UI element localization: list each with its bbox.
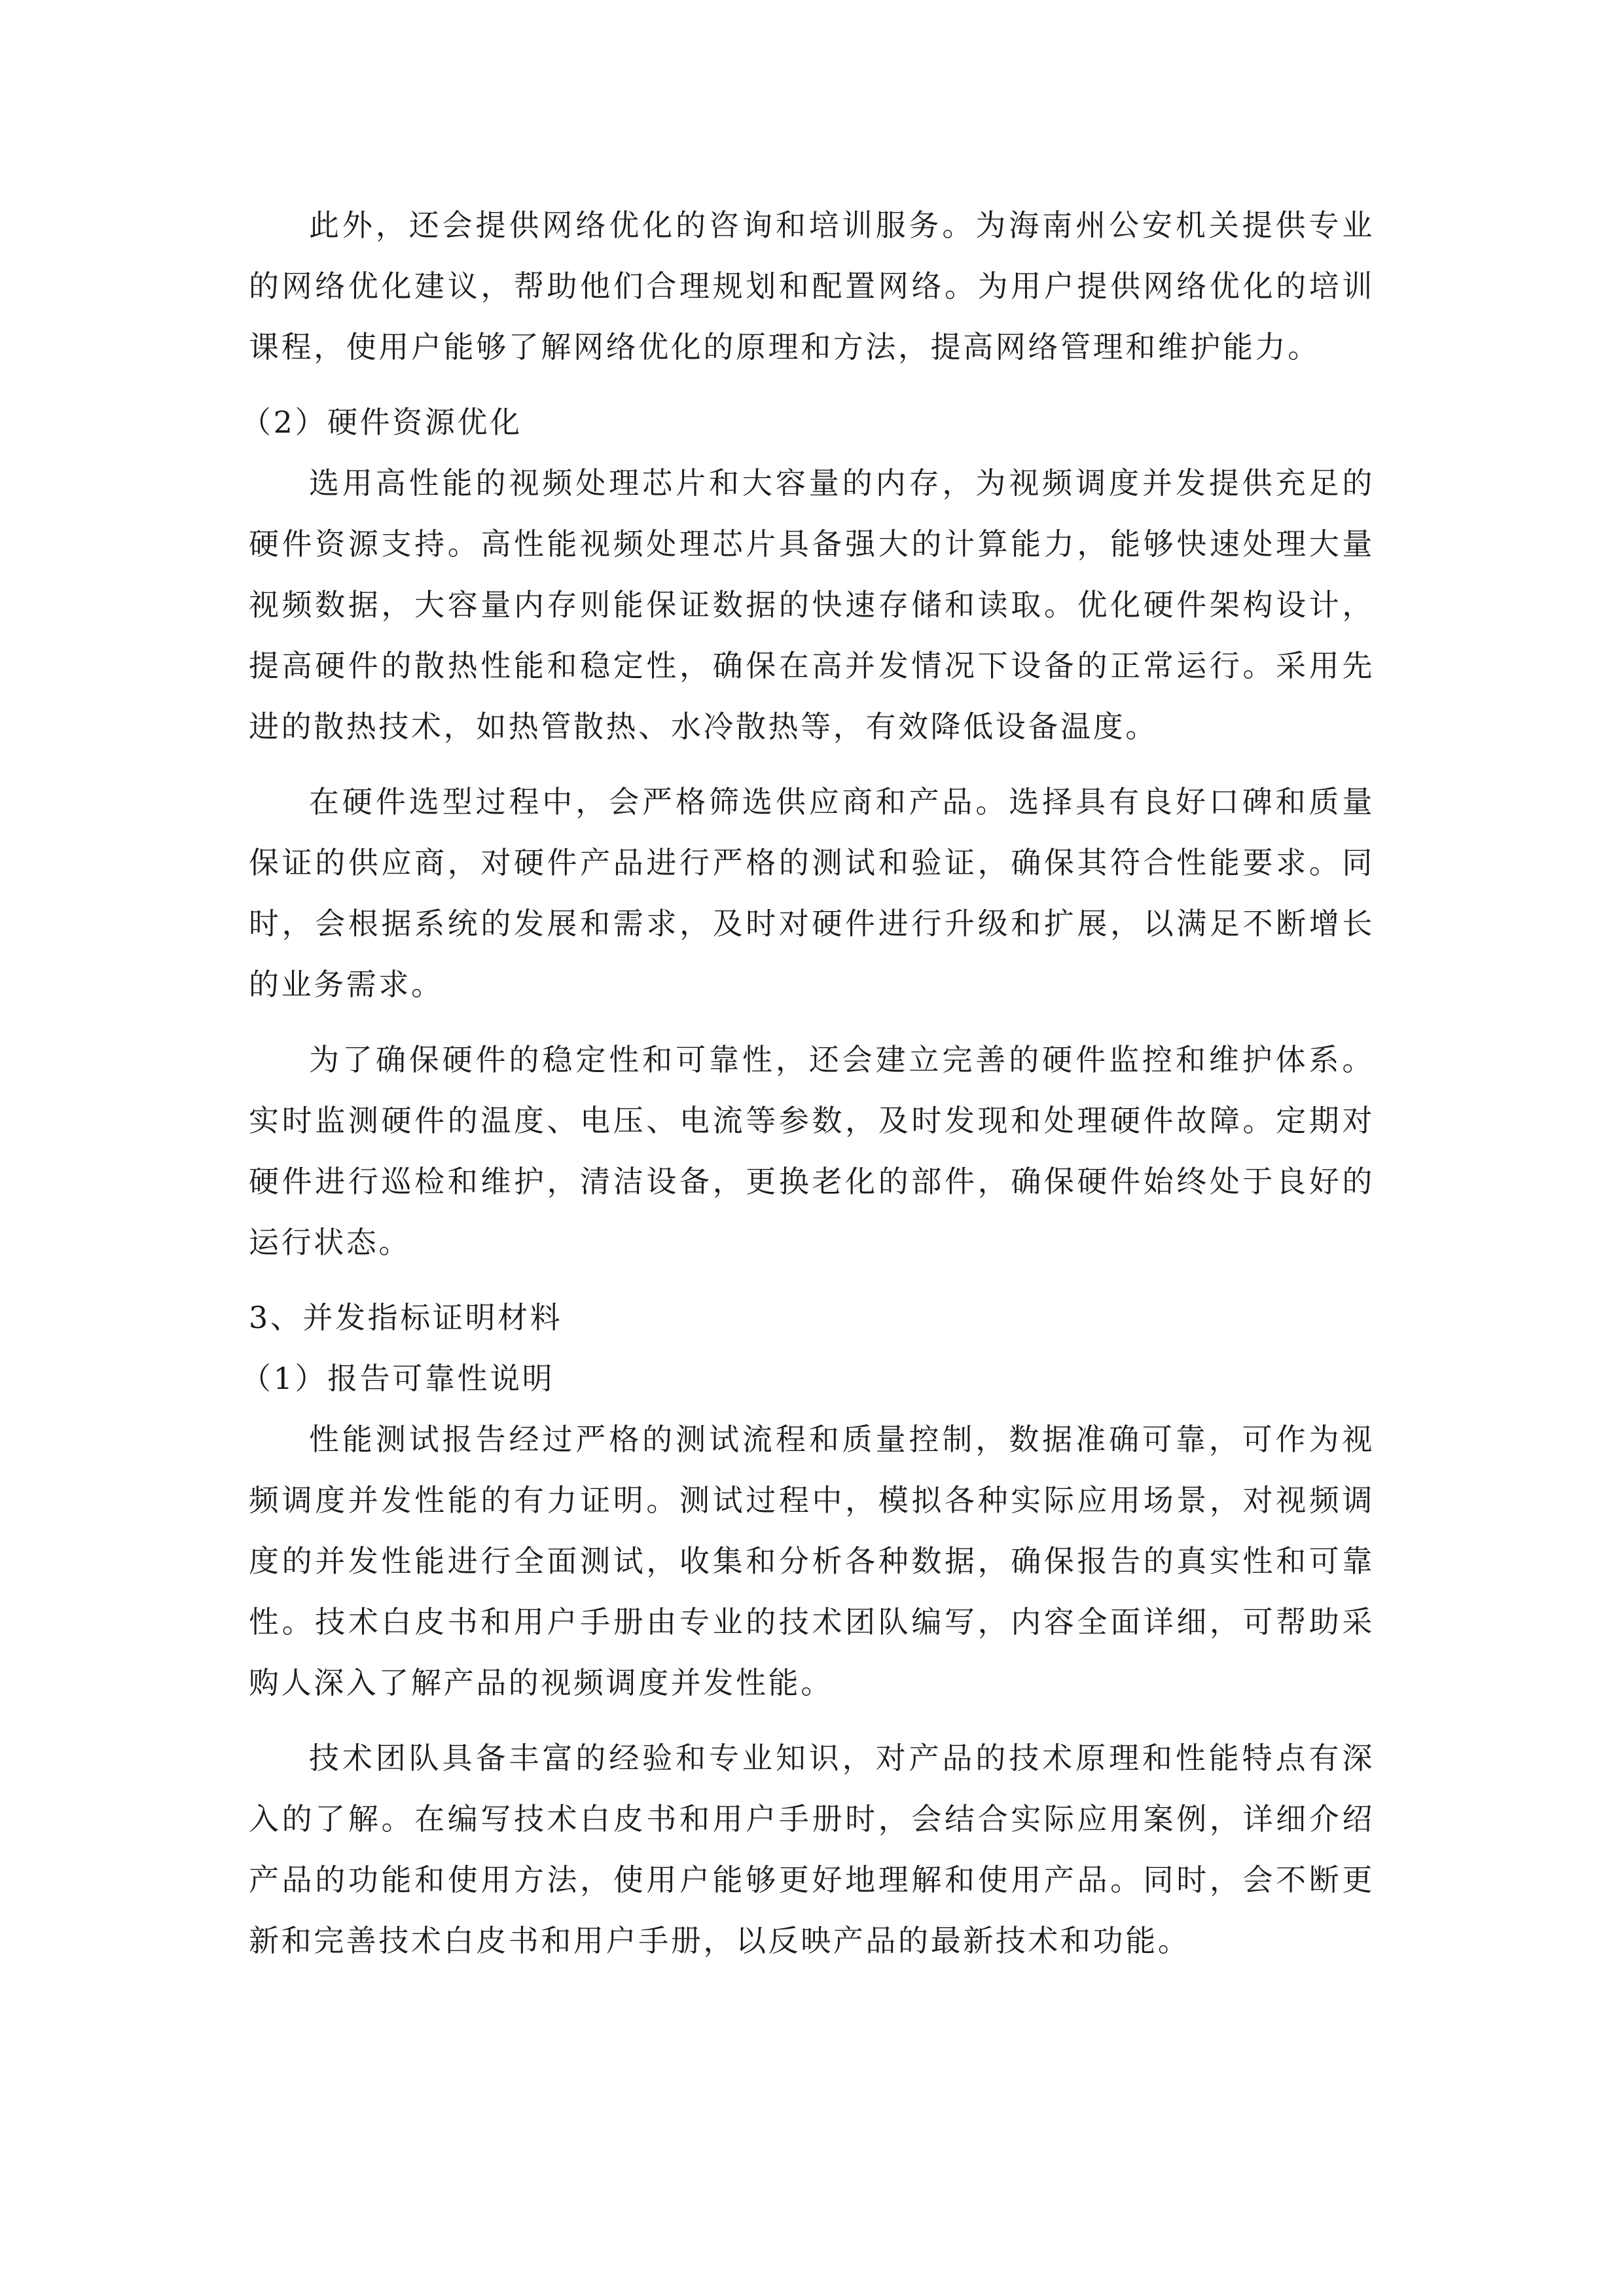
- heading-report-reliability: （1）报告可靠性说明: [241, 1361, 555, 1396]
- document-page: [241, 195, 1375, 1986]
- paragraph-tech-team: 技术团队具备丰富的经验和专业知识，对产品的技术原理和性能特点有深入的了解。在编写技术白皮书和用户手册时，会结合实际应用案例，详细介绍产品的功能和使用方法，使用户能够更好地理解和使用产品。同时，会不断更新和完善技术白皮书和用户手册，以反映产品的最新技术和功能。: [249, 1740, 1375, 1958]
- paragraph-hardware-monitoring: 为了确保硬件的稳定性和可靠性，还会建立完善的硬件监控和维护体系。实时监测硬件的温度、电压、电流等参数，及时发现和处理硬件故障。定期对硬件进行巡检和维护，清洁设备，更换老化的部件，确保硬件始终处于良好的运行状态。: [249, 1042, 1375, 1260]
- paragraph-hardware-chips: 选用高性能的视频处理芯片和大容量的内存，为视频调度并发提供充足的硬件资源支持。高性能视频处理芯片具备强大的计算能力，能够快速处理大量视频数据，大容量内存则能保证数据的快速存储和读取。优化硬件架构设计，提高硬件的散热性能和稳定性，确保在高并发情况下设备的正常运行。采用先进的散热技术，如热管散热、水冷散热等，有效降低设备温度。: [249, 465, 1375, 744]
- heading-concurrency-proof: 3、并发指标证明材料: [249, 1300, 563, 1335]
- heading-hardware-optimization: （2）硬件资源优化: [241, 404, 522, 440]
- paragraph-network-consulting: 此外，还会提供网络优化的咨询和培训服务。为海南州公安机关提供专业的网络优化建议，帮助他们合理规划和配置网络。为用户提供网络优化的培训课程，使用户能够了解网络优化的原理和方法，提高网络管理和维护能力。: [249, 207, 1375, 365]
- paragraph-hardware-selection: 在硬件选型过程中，会严格筛选供应商和产品。选择具有良好口碑和质量保证的供应商，对硬件产品进行严格的测试和验证，确保其符合性能要求。同时，会根据系统的发展和需求，及时对硬件进行升级和扩展，以满足不断增长的业务需求。: [249, 784, 1375, 1002]
- paragraph-performance-report: 性能测试报告经过严格的测试流程和质量控制，数据准确可靠，可作为视频调度并发性能的有力证明。测试过程中，模拟各种实际应用场景，对视频调度的并发性能进行全面测试，收集和分析各种数据，确保报告的真实性和可靠性。技术白皮书和用户手册由专业的技术团队编写，内容全面详细，可帮助采购人深入了解产品的视频调度并发性能。: [249, 1422, 1375, 1700]
